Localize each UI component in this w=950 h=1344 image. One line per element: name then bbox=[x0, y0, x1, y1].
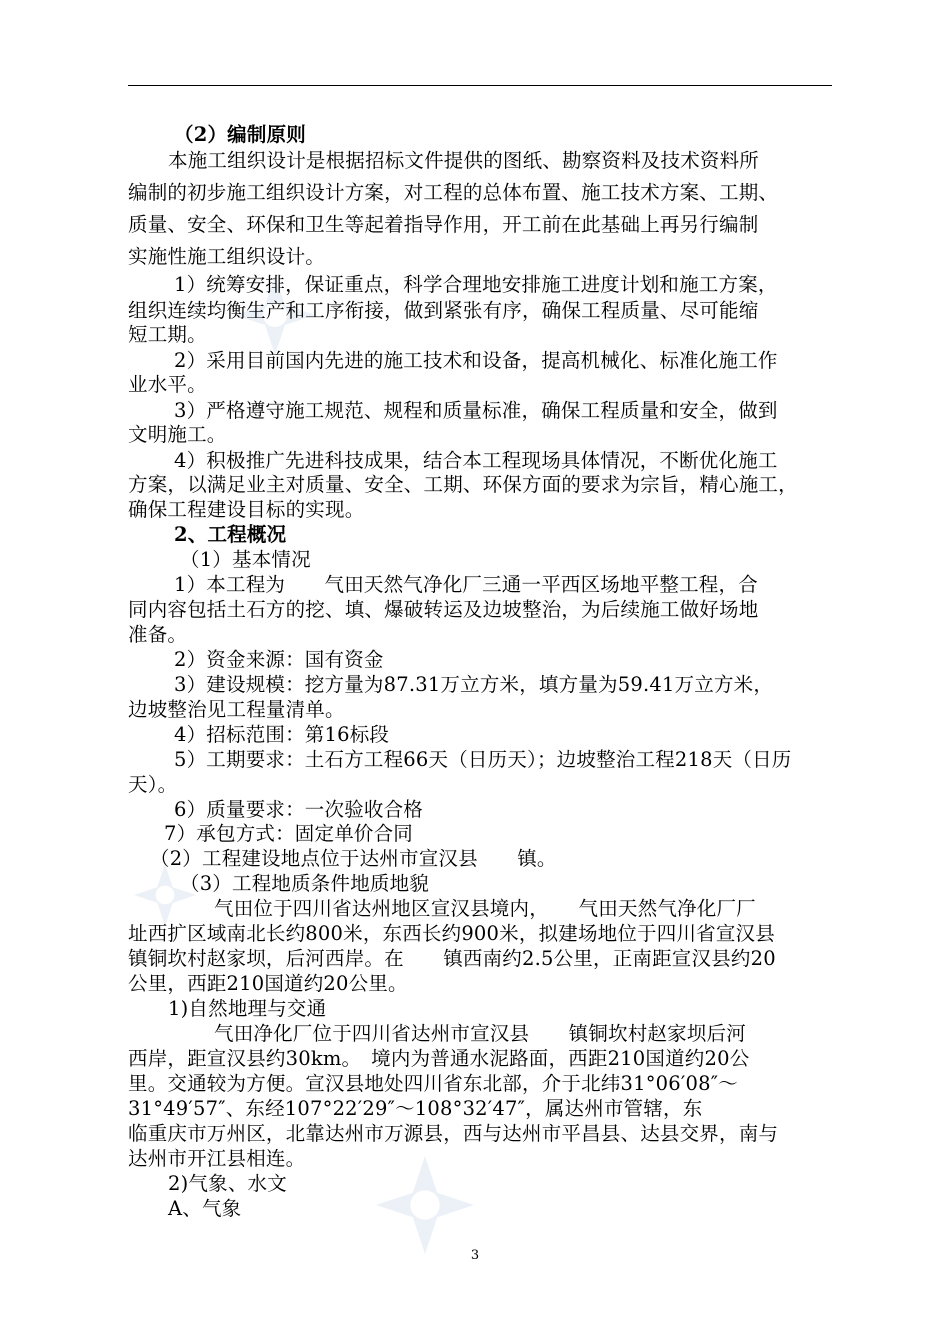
paragraph-line: 3）建设规模：挖方量为87.31万立方米，填方量为59.41万立方米， bbox=[174, 673, 774, 696]
paragraph-line: 4）招标范围：第16标段 bbox=[174, 723, 390, 746]
paragraph-line: 编制的初步施工组织设计方案，对工程的总体布置、施工技术方案、工期、 bbox=[128, 181, 779, 204]
paragraph-line: 西岸，距宣汉县约30km。 境内为普通水泥路面，西距210国道约20公 bbox=[128, 1047, 750, 1070]
paragraph-line: 文明施工。 bbox=[128, 423, 227, 446]
paragraph-line: 实施性施工组织设计。 bbox=[128, 245, 326, 268]
subsection-heading: （3）工程地质条件地质地貌 bbox=[180, 872, 430, 895]
subsection-heading: 2)气象、水文 bbox=[168, 1172, 287, 1195]
paragraph-line: 质量、安全、环保和卫生等起着指导作用，开工前在此基础上再另行编制 bbox=[128, 213, 759, 236]
paragraph-line: 准备。 bbox=[128, 623, 188, 646]
paragraph-line: 2）采用目前国内先进的施工技术和设备，提高机械化、标准化施工作 bbox=[174, 349, 778, 372]
paragraph-line: 天）。 bbox=[128, 773, 178, 796]
subsection-heading: A、气象 bbox=[168, 1197, 242, 1220]
paragraph-line: 同内容包括土石方的挖、填、爆破转运及边坡整治，为后续施工做好场地 bbox=[128, 598, 759, 621]
paragraph-line: 5）工期要求：土石方工程66天（日历天）；边坡整治工程218天（日历 bbox=[174, 748, 792, 771]
paragraph-line: 2）资金来源：国有资金 bbox=[174, 648, 384, 671]
paragraph-line: 边坡整治见工程量清单。 bbox=[128, 698, 345, 721]
paragraph-line: 临重庆市万州区，北靠达州市万源县，西与达州市平昌县、达县交界，南与 bbox=[128, 1122, 779, 1145]
paragraph-line: 31°49′57″、东经107°22′29″～108°32′47″，属达州市管辖，东 bbox=[128, 1097, 703, 1120]
paragraph-line: 里。交通较为方便。宣汉县地处四川省东北部，介于北纬31°06′08″～ bbox=[128, 1072, 738, 1095]
paragraph-line: 1）本工程为 气田天然气净化厂三通一平西区场地平整工程，合 bbox=[174, 573, 758, 596]
paragraph-line: 本施工组织设计是根据招标文件提供的图纸、勘察资料及技术资料所 bbox=[168, 149, 760, 172]
paragraph-line: 7）承包方式：固定单价合同 bbox=[164, 822, 414, 845]
subsection-heading: （1）基本情况 bbox=[180, 548, 311, 571]
section-heading: 2、工程概况 bbox=[174, 523, 287, 546]
paragraph-line: 组织连续均衡生产和工序衔接，做到紧张有序，确保工程质量、尽可能缩 bbox=[128, 299, 759, 322]
header-rule bbox=[128, 85, 832, 86]
paragraph-line: 方案，以满足业主对质量、安全、工期、环保方面的要求为宗旨，精心施工， bbox=[128, 473, 798, 496]
subsection-heading: 1)自然地理与交通 bbox=[168, 997, 327, 1020]
paragraph-line: 业水平。 bbox=[128, 373, 207, 396]
paragraph-line: 4）积极推广先进科技成果，结合本工程现场具体情况，不断优化施工 bbox=[174, 449, 778, 472]
paragraph-line: （2）工程建设地点位于达州市宣汉县 镇。 bbox=[150, 847, 557, 870]
paragraph-line: 气田位于四川省达州地区宣汉县境内， 气田天然气净化厂厂 bbox=[214, 897, 756, 920]
paragraph-line: 3）严格遵守施工规范、规程和质量标准，确保工程质量和安全，做到 bbox=[174, 399, 778, 422]
paragraph-line: 址西扩区域南北长约800米，东西长约900米，拟建场地位于四川省宣汉县 bbox=[128, 922, 775, 945]
section-heading: （2）编制原则 bbox=[174, 123, 306, 146]
paragraph-line: 镇铜坎村赵家坝，后河西岸。在 镇西南约2.5公里，正南距宣汉县约20 bbox=[128, 947, 776, 970]
paragraph-line: 短工期。 bbox=[128, 323, 207, 346]
paragraph-line: 6）质量要求：一次验收合格 bbox=[174, 798, 424, 821]
paragraph-line: 1）统筹安排，保证重点，科学合理地安排施工进度计划和施工方案， bbox=[174, 273, 778, 296]
paragraph-line: 达州市开江县相连。 bbox=[128, 1147, 306, 1170]
paragraph-line: 公里，西距210国道约20公里。 bbox=[128, 972, 408, 995]
paragraph-line: 确保工程建设目标的实现。 bbox=[128, 498, 365, 521]
page-number: 3 bbox=[470, 1248, 480, 1263]
paragraph-line: 气田净化厂位于四川省达州市宣汉县 镇铜坎村赵家坝后河 bbox=[214, 1022, 746, 1045]
